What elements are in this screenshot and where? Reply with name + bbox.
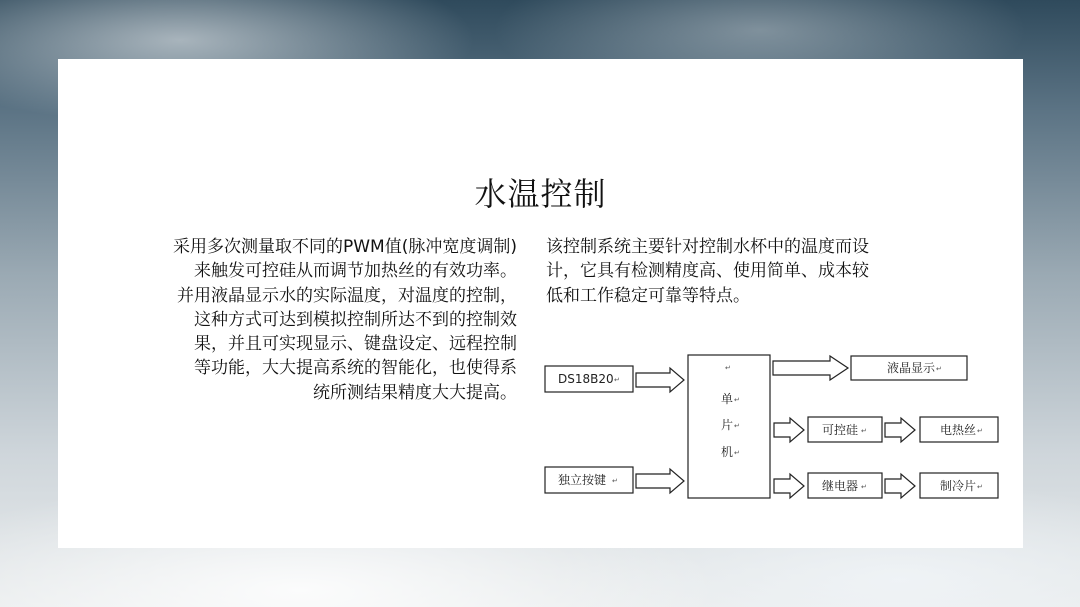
para-mark: ↵ — [612, 477, 618, 485]
right-line: 计，它具有检测精度高、使用简单、成本较 — [546, 261, 869, 282]
para-mark: ↵ — [734, 449, 740, 457]
left-line: 来触发可控硅从而调节加热丝的有效功率。 — [194, 261, 517, 282]
para-mark: ↵ — [725, 364, 731, 372]
para-mark: ↵ — [977, 483, 983, 491]
arrow-mcu-to-relay — [774, 474, 804, 498]
left-line: 并用液晶显示水的实际温度，对温度的控制， — [177, 285, 517, 306]
right-line: 低和工作稳定可靠等特点。 — [546, 285, 750, 306]
block-diagram — [58, 59, 1023, 548]
arrow-keys-to-mcu — [636, 469, 684, 493]
arrow-mcu-to-scr — [774, 418, 804, 442]
arrow-sensor-to-mcu — [636, 368, 684, 392]
ds18b20-label: DS18B20 — [558, 372, 614, 386]
relay-label: 继电器 — [822, 479, 859, 493]
left-line: 统所测结果精度大大提高。 — [313, 382, 517, 403]
display-label: 液晶显示 — [887, 361, 936, 375]
para-mark: ↵ — [861, 483, 867, 491]
keys-label: 独立按键 — [558, 473, 607, 487]
heater-label: 电热丝 — [940, 423, 977, 437]
cooler-label: 制冷片 — [940, 479, 977, 493]
content-card — [58, 59, 1023, 548]
left-line: 采用多次测量取不同的PWM值(脉冲宽度调制) — [173, 237, 517, 257]
left-line: 这种方式可达到模拟控制所达不到的控制效 — [194, 309, 517, 330]
right-line: 该控制系统主要针对控制水杯中的温度而设 — [546, 237, 869, 257]
arrow-scr-to-heater — [885, 418, 915, 442]
mcu-label-char: 机 — [721, 445, 734, 459]
slide-title: 水温控制 — [474, 175, 607, 213]
mcu-label-char: 单 — [721, 392, 734, 406]
mcu-label-char: 片 — [721, 418, 734, 432]
para-mark: ↵ — [734, 422, 740, 430]
left-line: 等功能，大大提高系统的智能化，也使得系 — [194, 358, 517, 379]
para-mark: ↵ — [734, 396, 740, 404]
para-mark: ↵ — [936, 365, 942, 373]
para-mark: ↵ — [861, 427, 867, 435]
para-mark: ↵ — [977, 427, 983, 435]
scr-label: 可控硅 — [822, 423, 859, 437]
para-mark: ↵ — [614, 376, 620, 384]
arrow-relay-to-cooler — [885, 474, 915, 498]
left-line: 果，并且可实现显示、键盘设定、远程控制 — [194, 334, 517, 355]
arrow-mcu-to-display — [773, 356, 848, 380]
